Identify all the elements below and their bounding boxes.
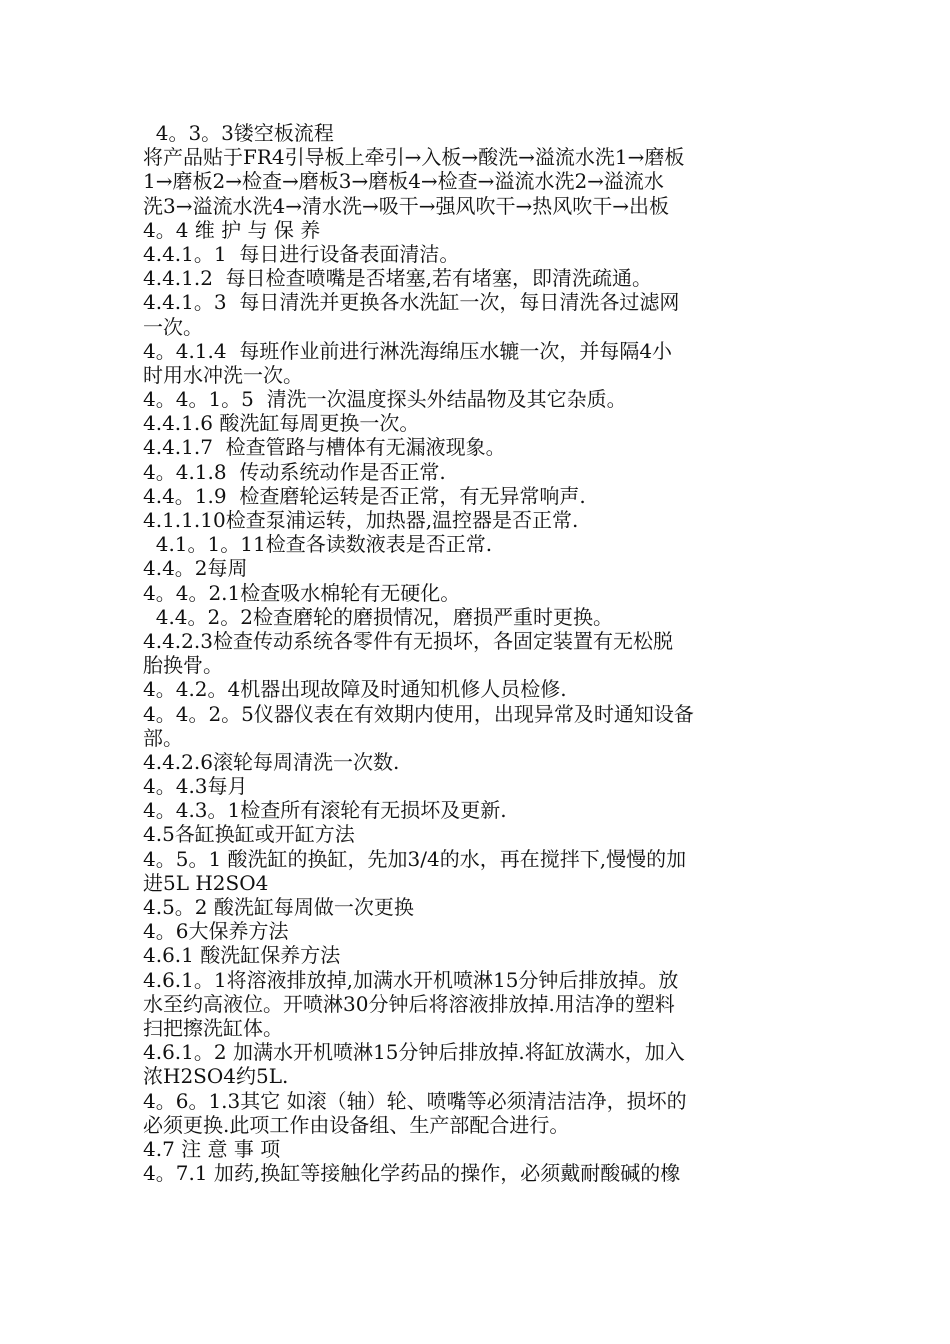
text-line: 4。4.3。1检查所有滚轮有无损坏及更新.: [143, 798, 507, 823]
text-line: 4。7.1 加药,换缸等接触化学药品的操作，必须戴耐酸碱的橡: [143, 1161, 681, 1186]
text-line: 必须更换.此项工作由设备组、生产部配合进行。: [143, 1112, 570, 1137]
section-heading: 4.6.1 酸洗缸保养方法: [143, 943, 341, 968]
section-heading: 4。4.3每月: [143, 774, 248, 799]
text-line: 4。4.1.8 传动系统动作是否正常.: [143, 459, 446, 484]
section-heading: 4。6大保养方法: [143, 919, 289, 944]
text-line: 1→磨板2→检查→磨板3→磨板4→检查→溢流水洗2→溢流水: [143, 169, 664, 194]
text-line: 部。: [143, 725, 183, 750]
text-line: 4.4.2.3检查传动系统各零件有无损坏，各固定装置有无松脱: [143, 628, 673, 653]
text-line: 4。6。1.3其它 如滚（轴）轮、喷嘴等必须清洁洁净，损坏的: [143, 1088, 687, 1113]
text-line: 4.4.2.6滚轮每周清洗一次数.: [143, 749, 400, 774]
text-line: 4.4。2。2检查磨轮的磨损情况，磨损严重时更换。: [143, 604, 613, 629]
text-line: 时用水冲洗一次。: [143, 362, 303, 387]
text-line: 扫把擦洗缸体。: [143, 1015, 283, 1040]
text-line: 4.4.1。3 每日清洗并更换各水洗缸一次，每日清洗各过滤网: [143, 290, 680, 315]
text-line: 一次。: [143, 314, 203, 339]
text-line: 4。3。3镂空板流程: [143, 121, 334, 145]
section-heading: 4。4 维 护 与 保 养: [143, 217, 321, 242]
section-heading: 4.4。2每周: [143, 556, 248, 581]
text-line: 4.6.1。1将溶液排放掉,加满水开机喷淋15分钟后排放掉。放: [143, 967, 679, 992]
text-line: 4.5。2 酸洗缸每周做一次更换: [143, 895, 414, 919]
text-line: 洗3→溢流水洗4→清水洗→吸干→强风吹干→热风吹干→出板: [143, 193, 669, 218]
text-line: 水至约高液位。开喷淋30分钟后将溶液排放掉.用洁净的塑料: [143, 991, 675, 1016]
section-heading: 4.5各缸换缸或开缸方法: [143, 822, 355, 847]
text-line: 4.4.1.2 每日检查喷嘴是否堵塞,若有堵塞，即清洗疏通。: [143, 266, 653, 291]
text-line: 浓H2SO4约5L.: [143, 1064, 289, 1089]
text-line: 4.4.1.6 酸洗缸每周更换一次。: [143, 411, 420, 436]
text-line: 将产品贴于FR4引导板上牵引→入板→酸洗→溢流水洗1→磨板: [143, 145, 685, 170]
text-line: 4。5。1 酸洗缸的换缸，先加3/4的水，再在搅拌下,慢慢的加: [143, 846, 687, 871]
text-line: 4。4.1.4 每班作业前进行淋洗海绵压水辘一次，并每隔4小: [143, 338, 673, 363]
text-line: 4。4。1。5 清洗一次温度探头外结晶物及其它杂质。: [143, 387, 627, 412]
text-line: 进5L H2SO4: [143, 870, 269, 895]
section-heading: 4.7 注 意 事 项: [143, 1136, 281, 1161]
text-line: 4。4.2。4机器出现故障及时通知机修人员检修.: [143, 677, 567, 702]
text-line: 胎换骨。: [143, 653, 223, 678]
text-line: 4.1.1.10检查泵浦运转，加热器,温控器是否正常.: [143, 508, 579, 532]
text-line: 4.1。1。11检查各读数液表是否正常.: [143, 532, 493, 557]
text-line: 4.4.1.7 检查管路与槽体有无漏液现象。: [143, 435, 506, 460]
document-body: [143, 121, 815, 1185]
text-line: 4.4.1。1 每日进行设备表面清洁。: [143, 241, 460, 266]
text-line: 4。4。2。5仪器仪表在有效期内使用，出现异常及时通知设备: [143, 701, 694, 726]
text-line: 4.6.1。2 加满水开机喷淋15分钟后排放掉.将缸放满水，加入: [143, 1040, 685, 1065]
text-line: 4.4。1.9 检查磨轮运转是否正常，有无异常响声.: [143, 483, 586, 508]
text-line: 4。4。2.1检查吸水棉轮有无硬化。: [143, 580, 461, 605]
